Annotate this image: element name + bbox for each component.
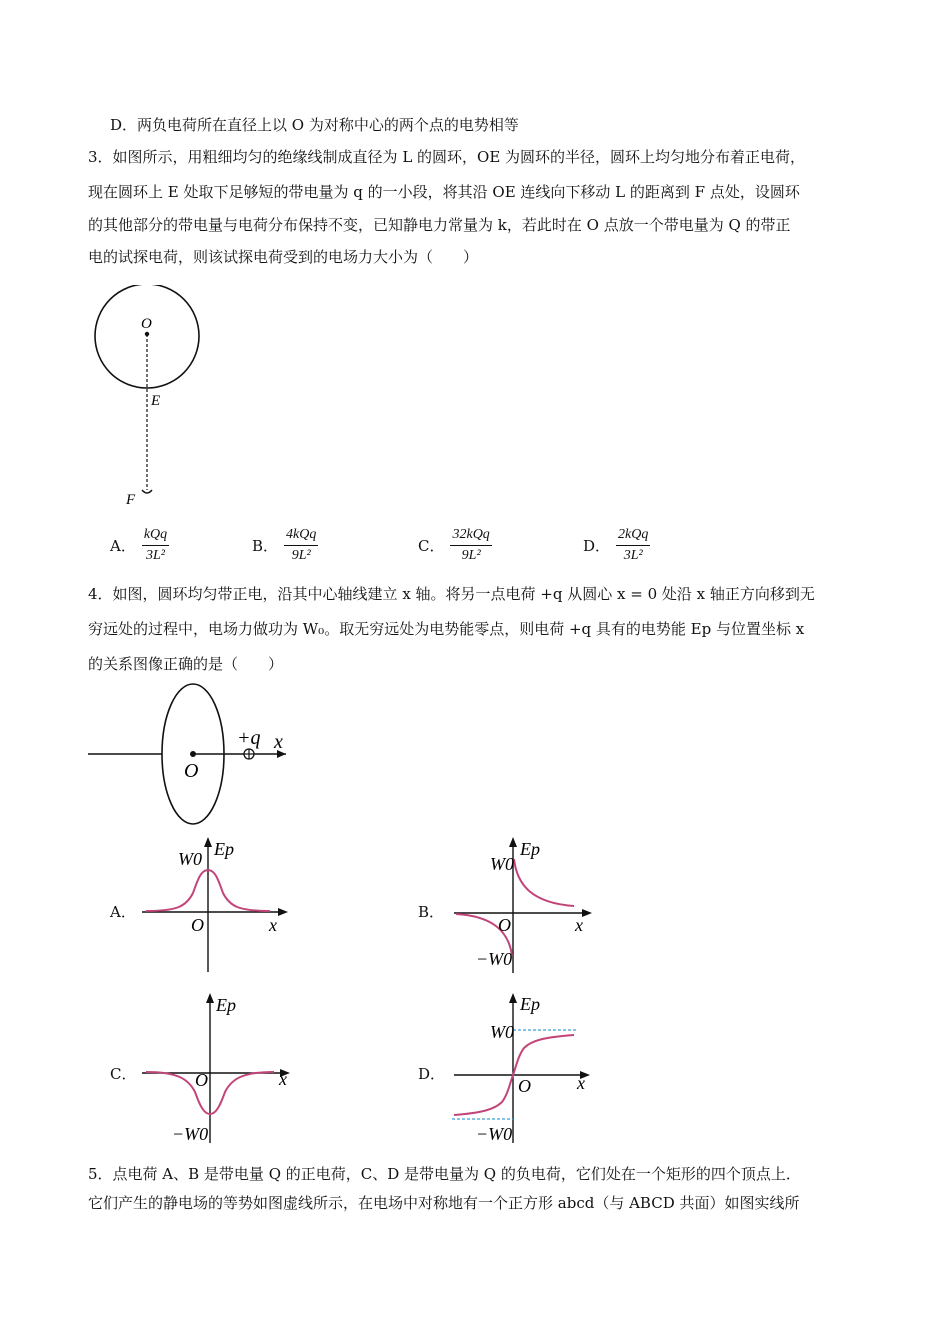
- fraction-numerator: 2kQq: [616, 527, 650, 546]
- option-label: D．: [583, 537, 611, 555]
- option-label: C．: [418, 537, 445, 555]
- q3-label-e: E: [151, 393, 161, 409]
- q5-line-2: 它们产生的静电场的等势如图虚线所示，在电场中对称地有一个正方形 abcd（与 ABCD 共面）如图实线所: [88, 1194, 800, 1212]
- graph-c-o: O: [195, 1070, 208, 1090]
- q4-line-1: 4．如图，圆环均匀带正电，沿其中心轴线建立 x 轴。将另一点电荷 +q 从圆心 x = 0 处沿 x 轴正方向移到无: [88, 585, 815, 603]
- graph-d-o: O: [518, 1076, 531, 1096]
- graph-a-x: x: [269, 915, 277, 935]
- q3-option-c[interactable]: [418, 527, 492, 564]
- graph-b-o: O: [498, 915, 511, 935]
- graph-a-o: O: [191, 915, 204, 935]
- q4-graph-c-label[interactable]: C．: [110, 1065, 137, 1083]
- q3-line-4: 电的试探电荷，则该试探电荷受到的电场力大小为（ ）: [88, 248, 479, 266]
- graph-c-x: x: [279, 1069, 287, 1089]
- q4-line-2: 穷远处的过程中，电场力做功为 W₀。取无穷远处为电势能零点，则电荷 +q 具有的电势能 Ep 与位置坐标 x: [88, 620, 805, 638]
- graph-b-neg-w0: −W0: [476, 949, 513, 969]
- q4-graph-a-label[interactable]: A．: [110, 903, 136, 921]
- fraction-denominator: 3L²: [146, 548, 165, 563]
- graph-b-w0: W0: [490, 854, 514, 874]
- q4-label-x: x: [274, 731, 283, 753]
- graph-c-ep: Ep: [216, 995, 236, 1015]
- q3-label-f: F: [126, 492, 136, 508]
- q3-label-o: O: [141, 316, 152, 332]
- q4-graph-a[interactable]: [138, 835, 298, 975]
- option-label: B．: [252, 537, 279, 555]
- fraction-numerator: 32kQq: [450, 527, 491, 546]
- q3-option-b[interactable]: [252, 527, 318, 564]
- q2-option-d: D．两负电荷所在直径上以 O 为对称中心的两个点的电势相等: [110, 116, 519, 134]
- q4-ring-figure: [86, 680, 306, 830]
- graph-a-ep: Ep: [214, 839, 234, 859]
- q3-ring-figure: [88, 285, 208, 515]
- fraction-denominator: 9L²: [461, 548, 481, 563]
- q4-graph-b-label[interactable]: B．: [418, 903, 445, 921]
- fraction-denominator: 3L²: [623, 548, 643, 563]
- q4-graph-c[interactable]: [138, 988, 303, 1148]
- q4-label-charge: +q: [237, 727, 261, 749]
- graph-d-ep: Ep: [520, 994, 540, 1014]
- q4-graph-d[interactable]: [450, 988, 600, 1148]
- option-label: A．: [110, 537, 136, 555]
- q4-graph-d-label[interactable]: D．: [418, 1065, 446, 1083]
- q3-line-3: 的其他部分的带电量与电荷分布保持不变，已知静电力常量为 k，若此时在 O 点放一个带电量为 Q 的带正: [88, 216, 791, 234]
- q5-line-1: 5．点电荷 A、B 是带电量 Q 的正电荷，C、D 是带电量为 Q 的负电荷，它们处在一个矩形的四个顶点上．: [88, 1165, 801, 1183]
- q4-graph-b[interactable]: [450, 835, 600, 975]
- q3-line-1: 3．如图所示，用粗细均匀的绝缘线制成直径为 L 的圆环，OE 为圆环的半径，圆环上均匀地分布着正电荷，: [88, 148, 806, 166]
- q4-label-o: O: [184, 760, 199, 782]
- graph-d-x: x: [577, 1073, 585, 1093]
- graph-a-w0: W0: [178, 849, 202, 869]
- q3-line-2: 现在圆环上 E 处取下足够短的带电量为 q 的一小段，将其沿 OE 连线向下移动 L 的距离到 F 点处，设圆环: [88, 183, 800, 201]
- q3-option-a[interactable]: [110, 527, 169, 564]
- fraction-numerator: 4kQq: [284, 527, 318, 546]
- graph-b-x: x: [575, 915, 583, 935]
- q3-option-d[interactable]: [583, 527, 650, 564]
- graph-d-neg-w0: −W0: [476, 1124, 513, 1144]
- graph-b-ep: Ep: [520, 839, 540, 859]
- graph-d-w0: W0: [490, 1022, 514, 1042]
- fraction-denominator: 9L²: [291, 548, 311, 563]
- graph-c-neg-w0: −W0: [172, 1124, 209, 1144]
- fraction-numerator: kQq: [142, 527, 169, 546]
- q4-line-3: 的关系图像正确的是（ ）: [88, 655, 284, 673]
